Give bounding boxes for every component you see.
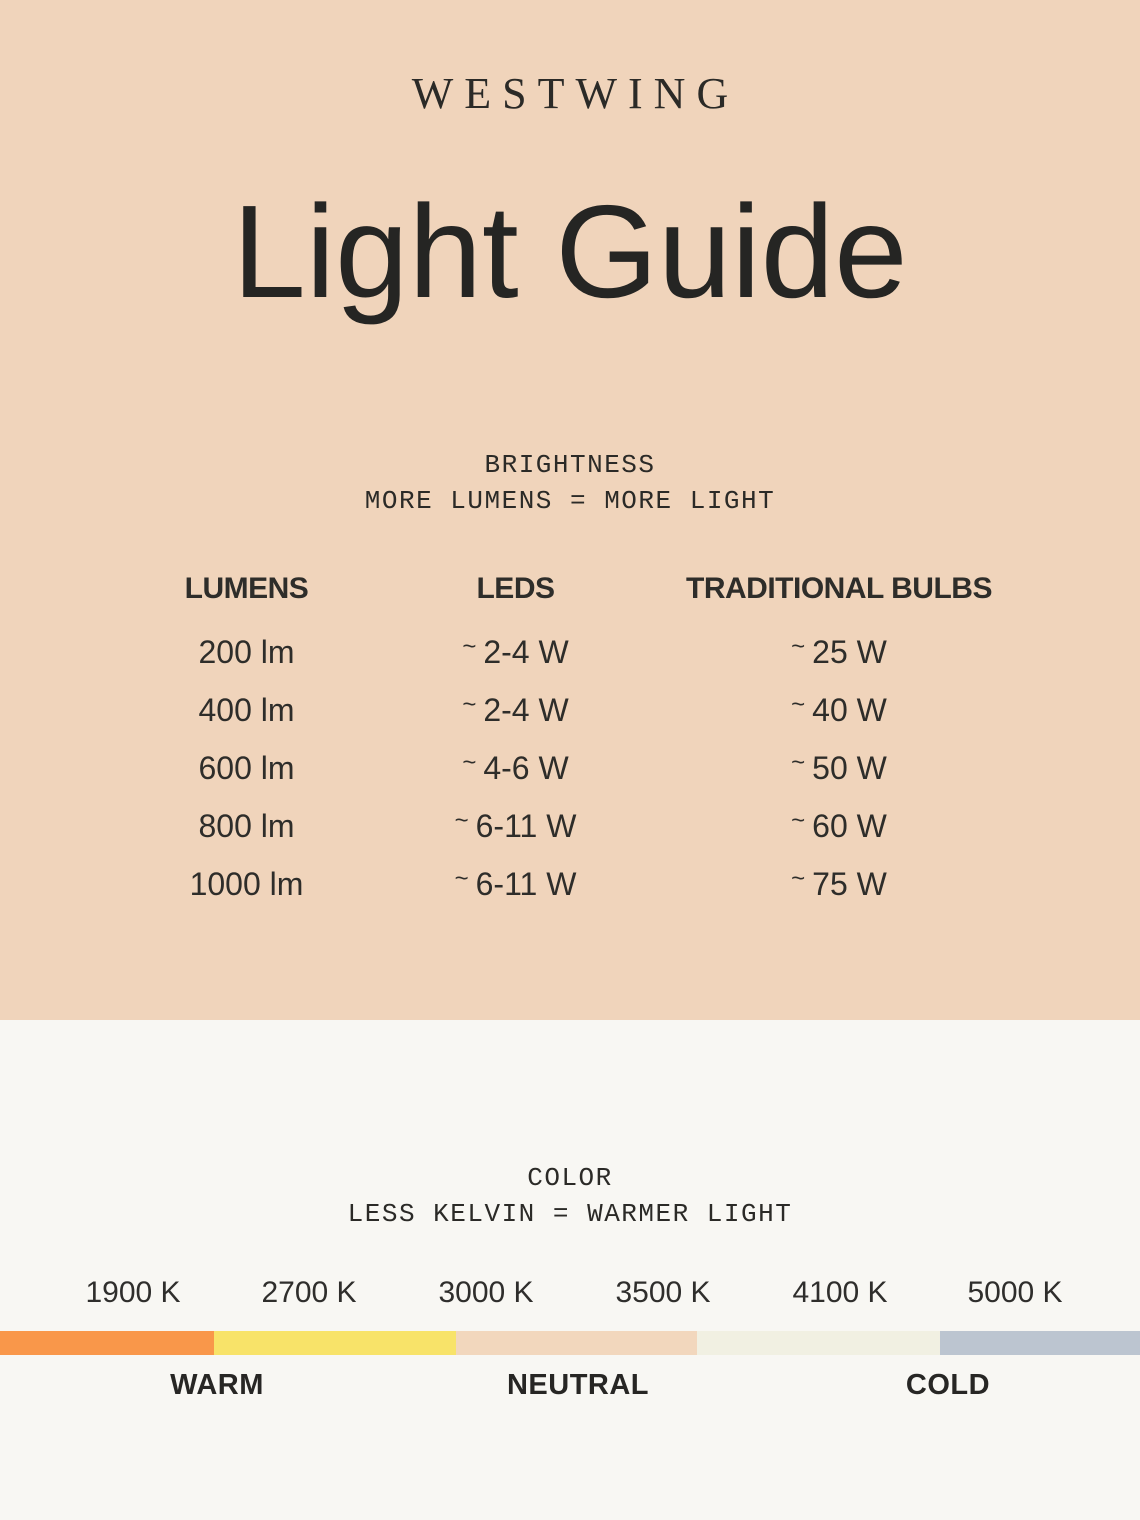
approx-tilde: ~ <box>791 749 806 776</box>
traditional-watt-cell <box>658 625 1020 683</box>
table-row <box>120 799 1020 857</box>
lumens-value: 600 lm <box>198 750 295 786</box>
approx-tilde: ~ <box>791 807 806 834</box>
kelvin-label: 3500 K <box>615 1276 711 1309</box>
traditional-watt-value: 25 W <box>812 634 887 670</box>
brightness-subheading-line: MORE LUMENS = MORE LIGHT <box>364 486 776 516</box>
color-panel <box>0 1020 1140 1520</box>
brand-logo: WESTWING <box>411 69 740 118</box>
approx-tilde: ~ <box>791 633 806 660</box>
traditional-watt-value: 75 W <box>812 866 887 902</box>
kelvin-label: 4100 K <box>792 1276 888 1309</box>
kelvin-label: 3000 K <box>438 1276 534 1309</box>
kelvin-label: 2700 K <box>261 1276 357 1309</box>
traditional-watt-cell <box>658 741 1020 799</box>
led-watt-value: 4-6 W <box>483 750 569 786</box>
temperature-label-cold: COLD <box>905 1369 991 1401</box>
kelvin-label: 5000 K <box>967 1276 1063 1309</box>
traditional-watt-cell <box>658 683 1020 741</box>
led-watt-value: 6-11 W <box>475 866 577 902</box>
col-header-lumens: LUMENS <box>184 572 309 605</box>
brightness-heading-line: BRIGHTNESS <box>484 450 656 480</box>
approx-tilde: ~ <box>791 691 806 718</box>
led-watt-value: 2-4 W <box>483 634 569 670</box>
led-watt-value: 2-4 W <box>483 692 569 728</box>
temperature-labels-row <box>0 1368 1140 1402</box>
traditional-watt-value: 50 W <box>812 750 887 786</box>
kelvin-label: 1900 K <box>85 1276 181 1309</box>
page-title: Light Guide <box>232 178 908 325</box>
brightness-table <box>120 567 1020 915</box>
traditional-watt-cell <box>658 799 1020 857</box>
led-watt-cell <box>373 625 658 683</box>
bar-segment-warm-yellow <box>214 1331 456 1355</box>
table-row <box>120 741 1020 799</box>
approx-tilde: ~ <box>462 691 477 718</box>
temperature-label-warm: WARM <box>170 1369 264 1401</box>
table-row <box>120 857 1020 915</box>
led-watt-value: 6-11 W <box>475 808 577 844</box>
temperature-label-neutral: NEUTRAL <box>506 1369 650 1401</box>
table-row <box>120 625 1020 683</box>
bar-segment-warm-orange <box>0 1331 214 1355</box>
color-heading <box>0 1160 1140 1232</box>
approx-tilde: ~ <box>454 807 469 834</box>
col-header-leds: LEDS <box>476 572 555 605</box>
lumens-value: 1000 lm <box>189 866 304 902</box>
traditional-watt-value: 40 W <box>812 692 887 728</box>
lumens-value: 200 lm <box>198 634 295 670</box>
bar-segment-neutral-cream <box>697 1331 941 1355</box>
table-row <box>120 683 1020 741</box>
color-subheading-line: LESS KELVIN = WARMER LIGHT <box>347 1199 793 1229</box>
led-watt-cell <box>373 857 658 915</box>
approx-tilde: ~ <box>791 865 806 892</box>
led-watt-cell <box>373 799 658 857</box>
table-header-row <box>120 567 1020 611</box>
lumens-value: 400 lm <box>198 692 295 728</box>
led-watt-cell <box>373 741 658 799</box>
brightness-heading <box>0 447 1140 519</box>
approx-tilde: ~ <box>462 749 477 776</box>
approx-tilde: ~ <box>462 633 477 660</box>
lumens-value: 800 lm <box>198 808 295 844</box>
bar-segment-neutral-peach <box>456 1331 697 1355</box>
color-heading-line: COLOR <box>527 1163 613 1193</box>
kelvin-labels-row <box>0 1277 1140 1309</box>
traditional-watt-value: 60 W <box>812 808 887 844</box>
bar-segment-cold-blue <box>940 1331 1140 1355</box>
col-header-traditional-bulbs: TRADITIONAL BULBS <box>686 572 992 605</box>
traditional-watt-cell <box>658 857 1020 915</box>
approx-tilde: ~ <box>454 865 469 892</box>
kelvin-color-bar <box>0 1331 1140 1355</box>
led-watt-cell <box>373 683 658 741</box>
